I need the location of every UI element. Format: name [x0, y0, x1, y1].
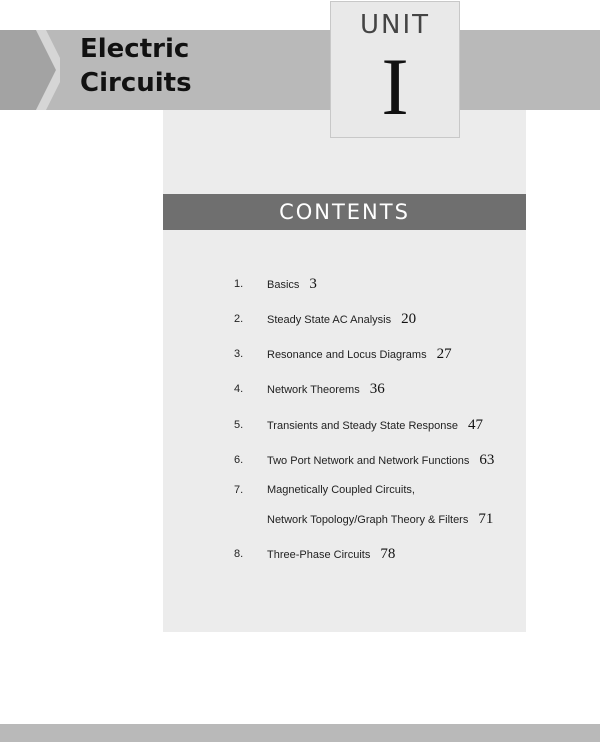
toc-page-number: 47	[468, 417, 483, 433]
toc-number: 4.	[234, 383, 244, 395]
toc-title-continued: Network Topology/Graph Theory & Filters	[267, 514, 469, 526]
contents-heading: CONTENTS	[163, 194, 526, 230]
toc-page-number: 63	[479, 452, 495, 468]
toc-number: 3.	[234, 348, 244, 360]
toc-title: Three-Phase Circuits	[267, 549, 371, 561]
toc-number: 7.	[234, 484, 244, 496]
unit-title-line1: Electric	[80, 34, 190, 64]
toc-title: Magnetically Coupled Circuits,	[267, 484, 415, 496]
footer-bar	[0, 724, 600, 742]
toc-number: 8.	[234, 548, 244, 560]
unit-title	[80, 32, 192, 100]
toc-number: 5.	[234, 419, 244, 431]
unit-badge	[330, 1, 460, 138]
toc-page-number: 27	[436, 346, 452, 362]
toc-title: Steady State AC Analysis	[267, 314, 392, 326]
toc-title: Network Theorems	[267, 384, 360, 396]
toc-title: Transients and Steady State Response	[267, 420, 458, 432]
toc-number: 1.	[234, 278, 244, 290]
toc-page-number: 3	[309, 276, 317, 292]
toc-number: 2.	[234, 313, 244, 325]
toc-title: Two Port Network and Network Functions	[267, 455, 470, 467]
toc-page-number: 78	[380, 546, 396, 562]
toc-title: Resonance and Locus Diagrams	[267, 349, 427, 361]
toc-page-number: 36	[369, 381, 385, 397]
toc-number: 6.	[234, 454, 244, 466]
toc-page-number: 71	[478, 511, 494, 527]
chevron-right-icon	[0, 30, 60, 110]
unit-numeral: I	[381, 41, 409, 132]
unit-label: UNIT	[359, 10, 431, 40]
toc-title: Basics	[267, 279, 300, 291]
unit-title-line2: Circuits	[80, 68, 192, 98]
toc-page-number: 20	[401, 311, 417, 327]
